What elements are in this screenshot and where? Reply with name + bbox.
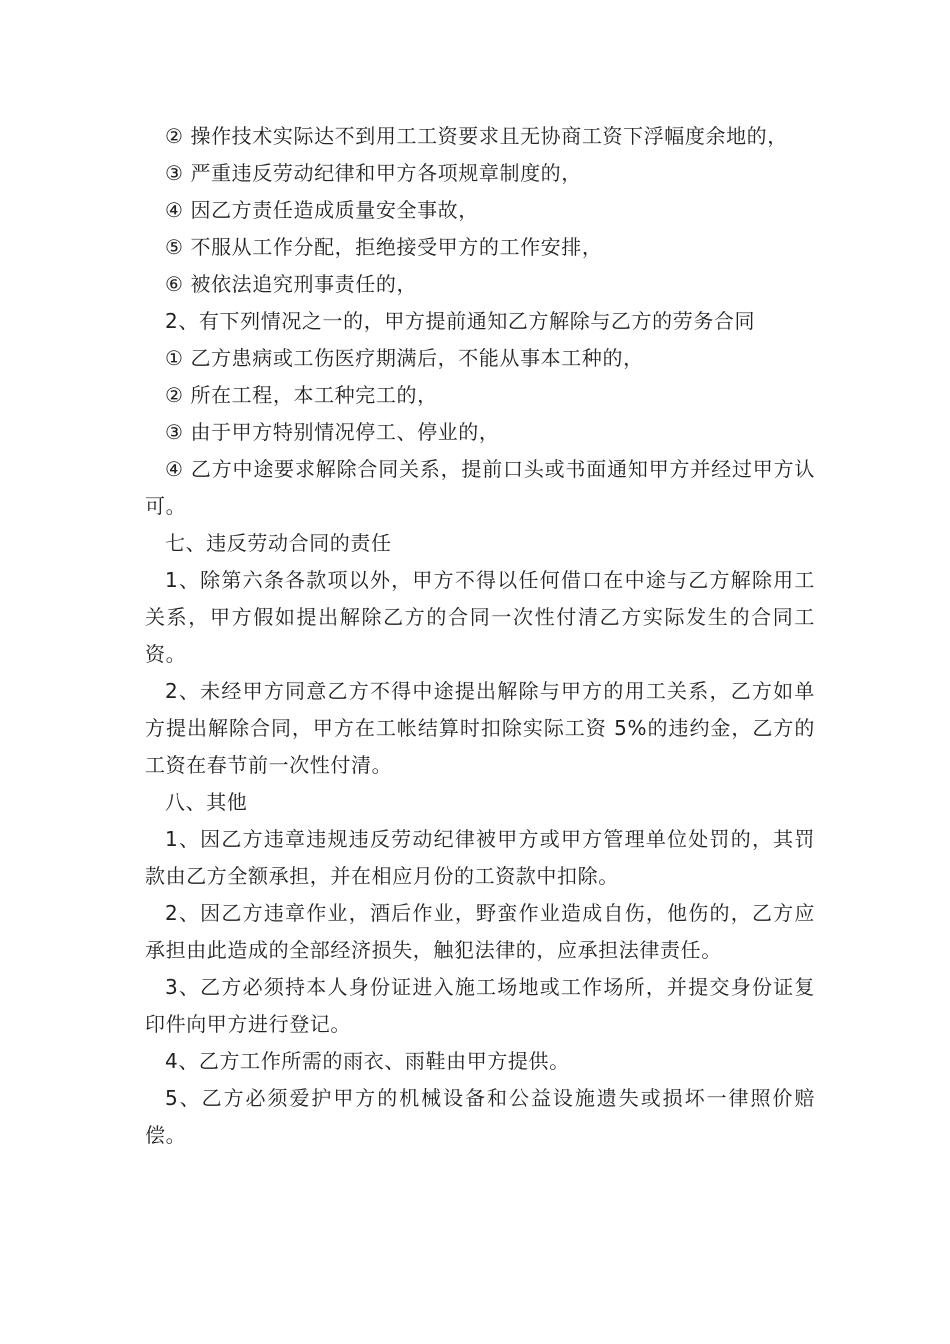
section-8-clause-3: 3、乙方必须持本人身份证进入施工场地或工作场所，并提交身份证复印件向甲方进行登记。 bbox=[145, 975, 815, 1036]
clause-item-3: ③ 严重违反劳动纪律和甲方各项规章制度的， bbox=[165, 161, 582, 185]
section-8-heading: 八、其他 bbox=[165, 790, 248, 814]
clause-item-5: ⑤ 不服从工作分配，拒绝接受甲方的工作安排， bbox=[165, 235, 603, 259]
clause-2-item-3: ③ 由于甲方特别情况停工、停业的， bbox=[165, 420, 500, 444]
clause-item-6: ⑥ 被依法追究刑事责任的， bbox=[165, 272, 418, 296]
clause-2-item-2: ② 所在工程，本工种完工的， bbox=[165, 383, 438, 407]
section-7-clause-1: 1、除第六条各款项以外，甲方不得以任何借口在中途与乙方解除用工关系，甲方假如提出解除乙方的合同一次性付清乙方实际发生的合同工资。 bbox=[145, 568, 815, 666]
section-8-clause-4: 4、乙方工作所需的雨衣、雨鞋由甲方提供。 bbox=[165, 1049, 570, 1073]
document-body bbox=[145, 118, 815, 1154]
clause-2-item-4: ④ 乙方中途要求解除合同关系，提前口头或书面通知甲方并经过甲方认可。 bbox=[145, 457, 815, 518]
clause-2-heading: 2、有下列情况之一的，甲方提前通知乙方解除与乙方的劳务合同 bbox=[165, 309, 756, 333]
section-8-clause-1: 1、因乙方违章违规违反劳动纪律被甲方或甲方管理单位处罚的，其罚款由乙方全额承担，并在相应月份的工资款中扣除。 bbox=[145, 827, 815, 888]
clause-2-item-1: ① 乙方患病或工伤医疗期满后，不能从事本工种的， bbox=[165, 346, 644, 370]
section-7-clause-2: 2、未经甲方同意乙方不得中途提出解除与甲方的用工关系，乙方如单方提出解除合同，甲方在工帐结算时扣除实际工资 5%的违约金，乙方的工资在春节前一次性付清。 bbox=[145, 679, 815, 777]
section-8-clause-2: 2、因乙方违章作业，酒后作业，野蛮作业造成自伤，他伤的，乙方应承担由此造成的全部经济损失，触犯法律的，应承担法律责任。 bbox=[145, 901, 815, 962]
clause-item-4: ④ 因乙方责任造成质量安全事故， bbox=[165, 198, 479, 222]
section-7-heading: 七、违反劳动合同的责任 bbox=[165, 531, 392, 555]
section-8-clause-5: 5、乙方必须爱护甲方的机械设备和公益设施遗失或损坏一律照价赔偿。 bbox=[145, 1086, 815, 1147]
clause-item-2: ② 操作技术实际达不到用工工资要求且无协商工资下浮幅度余地的， bbox=[165, 124, 788, 148]
